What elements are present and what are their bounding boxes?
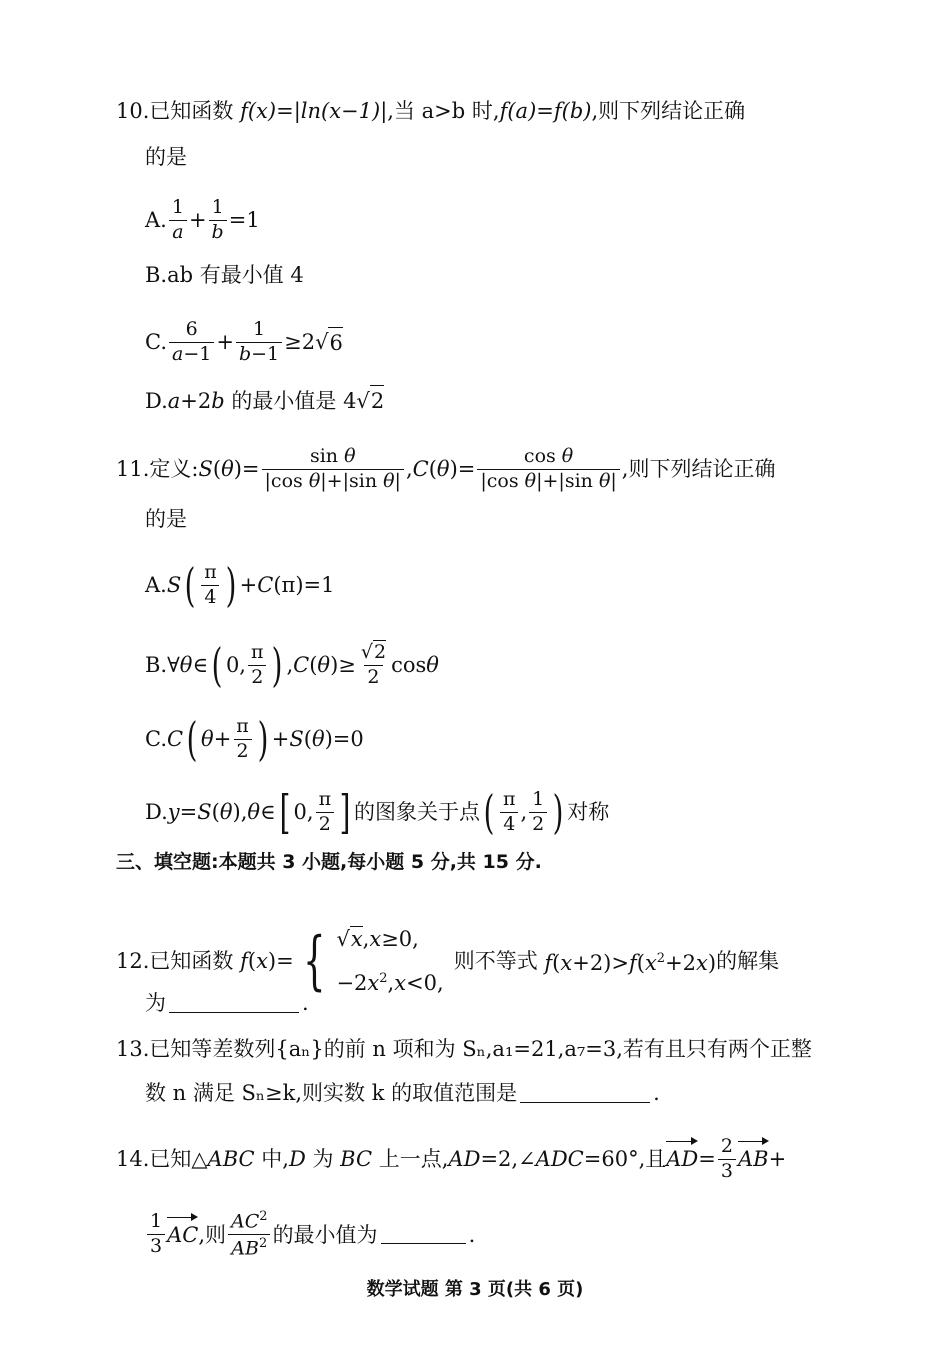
q11-d-mid: 的图象关于点 [354, 800, 481, 824]
q12-stem-cont: 为 . [145, 988, 309, 1018]
q10-relation: f(a)=f(b) [499, 99, 592, 123]
q10-option-d: D. a +2 b 的最小值是 4√ 2 [145, 385, 384, 416]
q14-line-2: $\frac{1}{3}$ AC ,则 $\frac{AC^2}{AB^2}$ 的最小值为 . [145, 1210, 475, 1260]
q10-option-a: A. $\frac{1}{a}$ + $\frac{1}{b}$ =1 [145, 196, 260, 243]
q13-line-2-text: 数 n 满足 Sₙ≥k,则实数 k 的取值范围是 [145, 1081, 518, 1105]
q10-stem: 10.已知函数 f(x)=|ln(x−1)| , 当 a>b 时 , f(a)=f(b) , 则下列结论正确 [116, 96, 745, 126]
q12-cont-text: 为 [145, 991, 166, 1015]
q11-option-c: C. C ( θ + $\frac{\pi}{2}$ ) + S ( θ )=0 [145, 712, 364, 766]
q10-stem-end: 则下列结论正确 [598, 99, 746, 123]
q12-stem-mid: 则不等式 [453, 949, 538, 973]
q10-condition: 当 a>b 时 [393, 99, 493, 123]
q13-answer-blank[interactable] [520, 1084, 650, 1103]
page-footer: 数学试题 第 3 页(共 6 页) [366, 1279, 584, 1300]
q11-d-end: 对称 [567, 800, 610, 824]
q11-option-b: B.∀ θ ∈ ( 0, $\frac{\pi}{2}$ ) , C ( θ )≥ $\frac{√2}{2}$ cos θ [145, 638, 439, 692]
q11-stem-start: 11.定义 [116, 457, 192, 482]
q14-line-1: 14.已知△ ABC 中, D 为 BC 上一点, AD =2,∠ ADC =60°,且 AD = $\frac{2}{3}$ AB + [116, 1135, 787, 1182]
q11-stem-end: 则下列结论正确 [628, 457, 776, 482]
q12-case-2: $-2x^2,x<0$, [336, 971, 444, 995]
q10-stem-cont: 的是 [145, 145, 187, 169]
q12-case-1: √x,x≥0, [336, 927, 419, 951]
q11-stem: 11.定义 : S ( θ )= $\frac{\text{sin θ}}{\text{|cos θ|+|sin θ|}}$ , C ( θ )= $\frac{\text{cos θ}}{\text{|cos θ|+|sin θ|}}$ , 则下列结论正确 [116, 445, 776, 492]
q12-stem: 12.已知函数 f ( x )= { √x,x≥0, $-2x^2,x<0$, 则不等式 $f(x+2)>f(x^2+2x)$ 的解集 [116, 919, 779, 1003]
q13-line-1: 13.已知等差数列{aₙ}的前 n 项和为 Sₙ,a₁=21,a₇=3,若有且只有两个正整 [116, 1037, 812, 1061]
q12-inequality: $f(x+2)>f(x^2+2x)$ [544, 951, 717, 975]
q12-piecewise [336, 919, 443, 1003]
q10-stem-start: 10.已知函数 [116, 99, 234, 123]
q10-option-b: B.ab 有最小值 4 [145, 263, 304, 287]
q12-answer-blank[interactable] [169, 994, 299, 1013]
q10-function: f(x)=|ln(x−1)| [240, 99, 388, 123]
q11-stem-cont: 的是 [145, 507, 187, 531]
q13-line-2: 数 n 满足 Sₙ≥k,则实数 k 的取值范围是 . [145, 1078, 660, 1108]
section-3-heading: 三、填空题:本题共 3 小题,每小题 5 分,共 15 分. [116, 851, 542, 873]
q12-stem-end: 的解集 [716, 949, 780, 973]
q11-option-d: D. y = S ( θ ), θ ∈ [ 0, $\frac{\pi}{2}$ ] 的图象关于点 ( $\frac{\pi}{4}$ , $\frac{1}{2}$ ) 对称 [145, 785, 610, 839]
q14-answer-blank[interactable] [381, 1225, 466, 1244]
q11-option-a: A. S ( $\frac{\pi}{4}$ ) + C (π)=1 [145, 558, 335, 612]
q12-stem-start: 12.已知函数 [116, 949, 234, 973]
q10-option-c: C. $\frac{6}{a-1}$ + $\frac{1}{b-1}$ ≥2√ 6 [145, 318, 343, 365]
